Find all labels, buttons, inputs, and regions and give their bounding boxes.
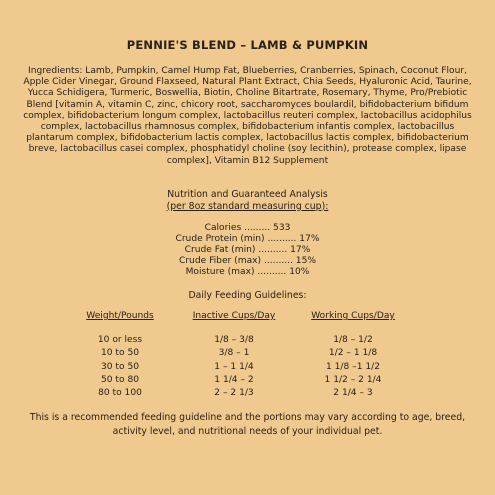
table-cell: 3/8 – 1 <box>218 348 250 359</box>
nutrient-label: Calories <box>204 223 242 233</box>
table-cell: 50 to 80 <box>100 374 140 385</box>
feeding-title: Daily Feeding Guidelines: <box>188 290 307 301</box>
footer-note: This is a recommended feeding guideline and the portions may vary according to age, breed, activity level, and nutritional needs of your individual pet. <box>29 412 466 437</box>
table-cell: 1 1/2 – 2 1/4 <box>324 374 382 385</box>
nutrient-label: Crude Fiber (max) <box>178 255 262 266</box>
weight-column <box>70 311 170 400</box>
working-column <box>297 311 409 400</box>
nutrient-label: Moisture (max) <box>185 266 255 277</box>
column-header: Working Cups/Day <box>311 311 395 321</box>
nutrient-value: 10% <box>289 266 310 277</box>
ingredients-text: Ingredients: Lamb, Pumpkin, Camel Hump Fat, Blueberries, Cranberries, Spinach, Coconut Flour, Apple Cider Vinegar, Ground Flaxseed, Natural Plant Extract, Chia Seeds, Hyaluronic Acid, Taurine, Yucca Schidigera, Turmeric, Boswellia, Biotin, Choline Bitartrate, Rosemary, Thyme, Pro/Prebiotic Blend [vitamin A, vitamin C, zinc, chicory root, saccharomyces boulardil, bifidobacterium bifidum complex, bifidobacterium longum complex, lactobacillus reuteri complex, lactobacillus acidophilus complex, lactobacillus rhamnosus complex, bifidobacterium infantis complex, lactobacillus plantarum complex, bifidobacterium lactis complex, lactobacillus lactis complex, bifidobacterium breve, lactobacillus casei complex, phosphatidyl choline (soy lecithin), protease complex, lipase complex], Vitamin B12 Supplement <box>23 66 472 166</box>
table-cell: 1/8 – 1/2 <box>333 335 373 345</box>
table-cell: 10 or less <box>97 335 143 345</box>
column-header: Inactive Cups/Day <box>192 311 276 321</box>
table-cell: 1 – 1 1/4 <box>214 361 254 372</box>
table-cell: 1/2 – 1 1/8 <box>328 348 378 359</box>
table-cell: 30 to 50 <box>100 361 140 372</box>
nutrient-row: Crude Protein (min) .......... 17% <box>175 233 320 244</box>
nutrient-label: Crude Fat (min) <box>184 244 256 255</box>
nutrient-value: 17% <box>299 233 320 244</box>
nutrient-row: Calories ......... 533 <box>204 223 291 233</box>
inactive-column <box>178 311 290 400</box>
nutrient-list <box>0 223 495 278</box>
nutrient-row: Moisture (max) .......... 10% <box>185 266 310 277</box>
nutrient-row: Crude Fiber (max) .......... 15% <box>178 255 317 266</box>
table-cell: 1/8 – 3/8 <box>214 335 254 345</box>
nutrient-row: Crude Fat (min) .......... 17% <box>184 244 311 255</box>
analysis-heading-block <box>0 189 495 212</box>
analysis-subheading: (per 8oz standard measuring cup): <box>166 200 329 212</box>
table-cell: 1 1/8 –1 1/2 <box>325 361 381 372</box>
nutrient-label: Crude Protein (min) <box>175 233 265 244</box>
table-cell: 2 1/4 – 3 <box>333 388 373 399</box>
product-title: PENNIE'S BLEND – LAMB & PUMPKIN <box>126 38 369 52</box>
table-cell: 10 to 50 <box>100 348 140 359</box>
analysis-heading: Nutrition and Guaranteed Analysis <box>167 189 328 200</box>
column-header: Weight/Pounds <box>86 311 154 321</box>
nutrient-value: 17% <box>290 244 311 255</box>
nutrient-value: 533 <box>273 223 291 233</box>
table-cell: 80 to 100 <box>98 388 142 399</box>
nutrient-value: 15% <box>295 255 317 266</box>
table-cell: 2 – 2 1/3 <box>214 388 254 399</box>
table-cell: 1 1/4 – 2 <box>214 374 254 385</box>
